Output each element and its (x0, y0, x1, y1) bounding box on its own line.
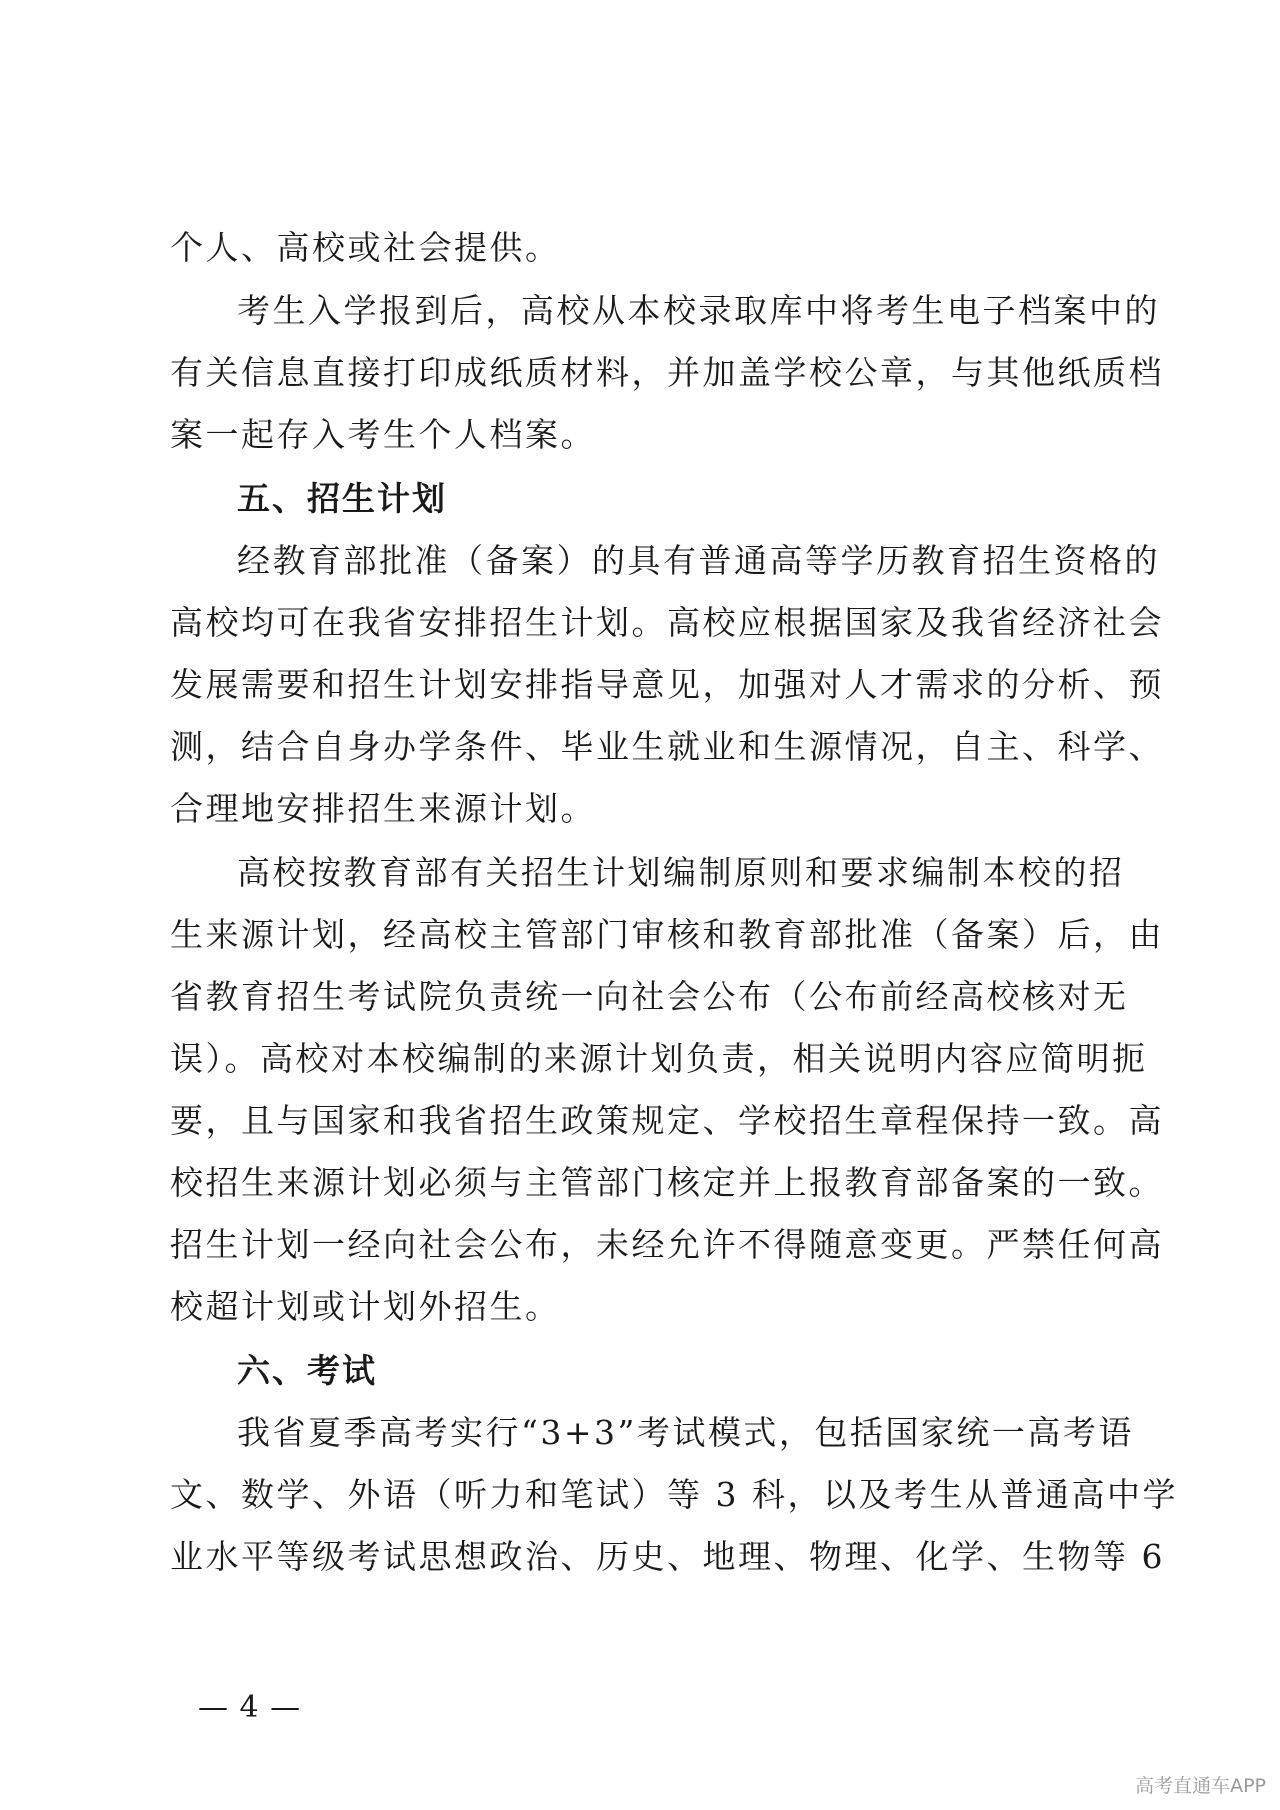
body-text-line: 合理地安排招生来源计划。 (170, 789, 596, 828)
body-text-line: 测，结合自身办学条件、毕业生就业和生源情况，自主、科学、 (170, 727, 1164, 766)
body-text-line: 业水平等级考试思想政治、历史、地理、物理、化学、生物等 6 (170, 1537, 1165, 1576)
body-text-line: 高校均可在我省安排招生计划。高校应根据国家及我省经济社会 (170, 603, 1164, 642)
page-number: — 4 — (198, 1690, 302, 1725)
body-text-line: 要，且与国家和我省招生政策规定、学校招生章程保持一致。高 (170, 1101, 1164, 1140)
body-text-line: 校超计划或计划外招生。 (170, 1287, 561, 1326)
body-text-line: 招生计划一经向社会公布，未经允许不得随意变更。严禁任何高 (170, 1225, 1164, 1264)
body-text-line: 发展需要和招生计划安排指导意见，加强对人才需求的分析、预 (170, 665, 1164, 704)
watermark: 高考直通车APP (1135, 1775, 1266, 1797)
body-text-line: 误）。高校对本校编制的来源计划负责，相关说明内容应简明扼 (170, 1039, 1148, 1078)
body-text-line: 有关信息直接打印成纸质材料，并加盖学校公章，与其他纸质档 (170, 353, 1164, 392)
body-text-line: 案一起存入考生个人档案。 (170, 415, 596, 454)
section-heading: 六、考试 (237, 1351, 377, 1390)
paragraph-first-line: 高校按教育部有关招生计划编制原则和要求编制本校的招 (237, 853, 1125, 892)
body-text-line: 校招生来源计划必须与主管部门核定并上报教育部备案的一致。 (170, 1163, 1164, 1202)
body-text-line: 文、数学、外语（听力和笔试）等 3 科，以及考生从普通高中学 (170, 1475, 1178, 1514)
body-text-line: 个人、高校或社会提供。 (170, 228, 561, 267)
paragraph-first-line: 经教育部批准（备案）的具有普通高等学历教育招生资格的 (237, 541, 1160, 580)
paragraph-first-line: 考生入学报到后，高校从本校录取库中将考生电子档案中的 (237, 291, 1160, 330)
paragraph-first-line: 我省夏季高考实行“3+3”考试模式，包括国家统一高考语 (237, 1413, 1134, 1452)
body-text-line: 生来源计划，经高校主管部门审核和教育部批准（备案）后，由 (170, 915, 1164, 954)
body-text-line: 省教育招生考试院负责统一向社会公布（公布前经高校核对无 (170, 977, 1129, 1016)
section-heading: 五、招生计划 (237, 479, 447, 518)
